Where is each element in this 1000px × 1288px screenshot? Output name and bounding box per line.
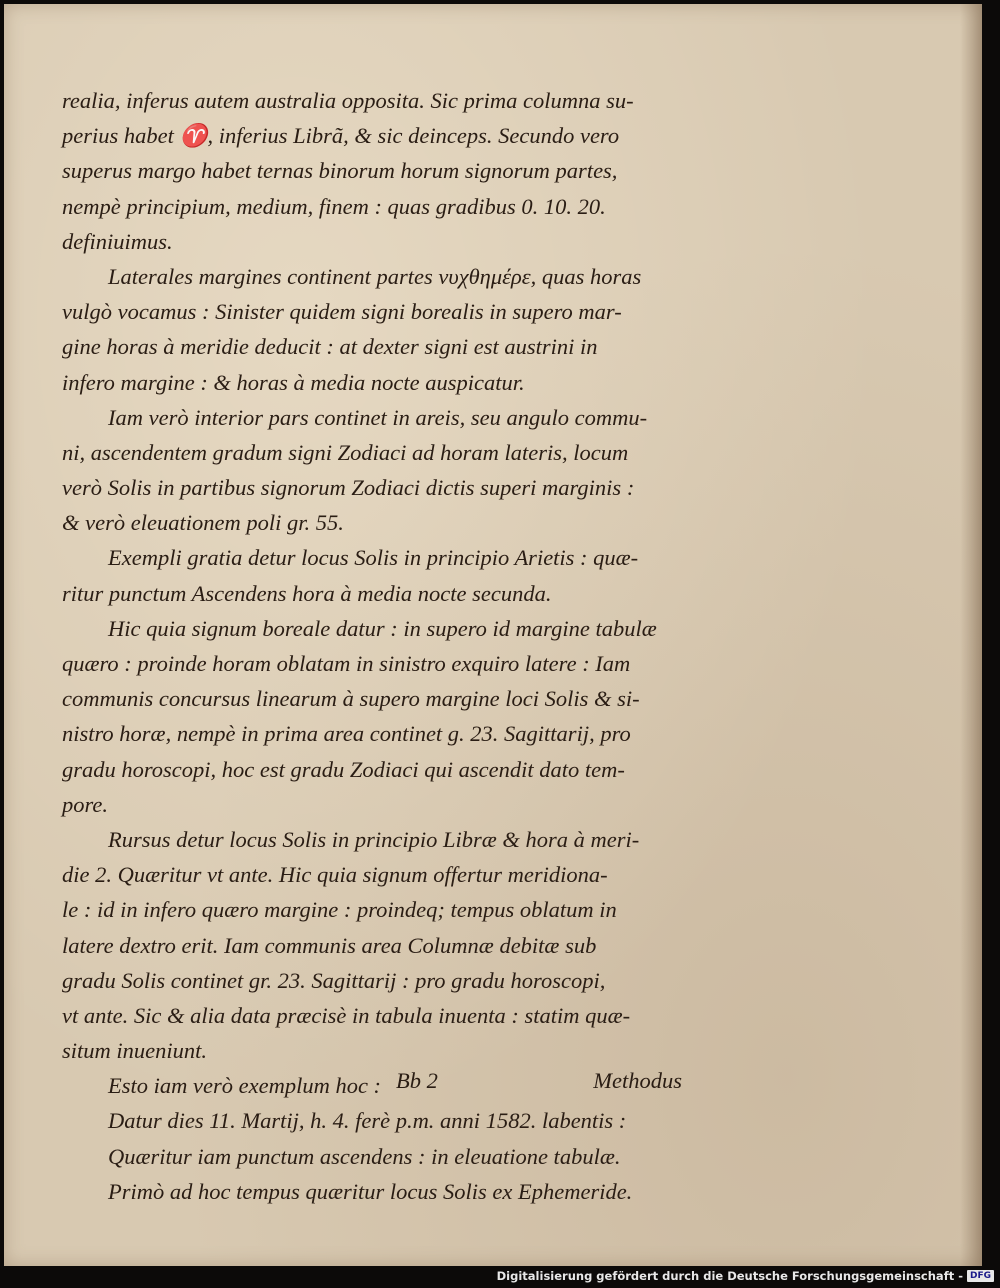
text-line: gine horas à meridie deducit : at dexter signi est austrini in <box>62 334 598 360</box>
text-line: Exempli gratia detur locus Solis in principio Arietis : quæ- <box>108 545 639 571</box>
scanned-page <box>4 4 982 1266</box>
text-line: vulgò vocamus : Sinister quidem signi borealis in supero mar- <box>62 299 622 325</box>
dfg-logo-icon: DFG <box>967 1270 994 1282</box>
funding-credit <box>497 1268 994 1284</box>
text-line: Iam verò interior pars continet in areis, seu angulo commu- <box>108 404 648 430</box>
text-line: Esto iam verò exemplum hoc : <box>108 1073 382 1099</box>
text-line: ni, ascendentem gradum signi Zodiaci ad horam lateris, locum <box>62 439 629 465</box>
text-line: vt ante. Sic & alia data præcisè in tabula inuenta : statim quæ- <box>62 1002 631 1028</box>
text-line: Primò ad hoc tempus quæritur locus Solis ex Ephemeride. <box>108 1178 633 1204</box>
text-line: pore. <box>62 791 109 817</box>
text-line: superus margo habet ternas binorum horum signorum partes, <box>62 158 618 184</box>
page-footer <box>62 1068 682 1100</box>
catchword: Methodus <box>593 1068 682 1093</box>
text-line: die 2. Quæritur vt ante. Hic quia signum offertur meridiona- <box>62 862 608 888</box>
text-line: Datur dies 11. Martij, h. 4. ferè p.m. anni 1582. labentis : <box>108 1108 627 1134</box>
text-line: perius habet ♈, inferius Librã, & sic deinceps. Secundo vero <box>62 123 620 149</box>
text-line: situm inueniunt. <box>62 1038 207 1064</box>
text-line: le : id in infero quæro margine : proindeq; tempus oblatum in <box>62 897 617 923</box>
body-text <box>62 83 686 1209</box>
text-line: gradu Solis continet gr. 23. Sagittarij : pro gradu horoscopi, <box>62 967 606 993</box>
text-line: quæro : proinde horam oblatam in sinistro exquiro latere : Iam <box>62 651 631 676</box>
text-line: communis concursus linearum à supero margine loci Solis & si- <box>62 686 640 712</box>
funding-note: Digitalisierung gefördert durch die Deutsche Forschungsgemeinschaft - <box>496 1269 963 1283</box>
text-line: & verò eleuationem poli gr. 55. <box>62 510 344 536</box>
text-line: ritur punctum Ascendens hora à media nocte secunda. <box>62 580 552 606</box>
text-line: gradu horoscopi, hoc est gradu Zodiaci qui ascendit dato tem- <box>62 756 625 782</box>
text-line: infero margine : & horas à media nocte auspicatur. <box>62 369 525 395</box>
text-line: nempè principium, medium, finem : quas gradibus 0. 10. 20. <box>62 193 606 219</box>
text-line: latere dextro erit. Iam communis area Columnæ debitæ sub <box>62 932 597 958</box>
text-line: Hic quia signum boreale datur : in supero id margine tabulæ <box>108 615 657 641</box>
text-line: Quæritur iam punctum ascendens : in eleuatione tabulæ. <box>108 1143 621 1169</box>
signature-mark: Bb 2 <box>396 1068 438 1093</box>
text-line: Rursus detur locus Solis in principio Libræ & hora à meri- <box>108 826 640 852</box>
text-line: definiuimus. <box>62 228 173 254</box>
text-line: nistro horæ, nempè in prima area continet g. 23. Sagittarij, pro <box>62 721 631 747</box>
page-edge-shadow <box>960 4 982 1266</box>
text-line: verò Solis in partibus signorum Zodiaci dictis superi marginis : <box>62 475 635 501</box>
text-line: realia, inferus autem australia opposita. Sic prima columna su- <box>62 88 634 113</box>
text-line: Laterales margines continent partes νυχθημέρε, quas horas <box>108 263 642 289</box>
